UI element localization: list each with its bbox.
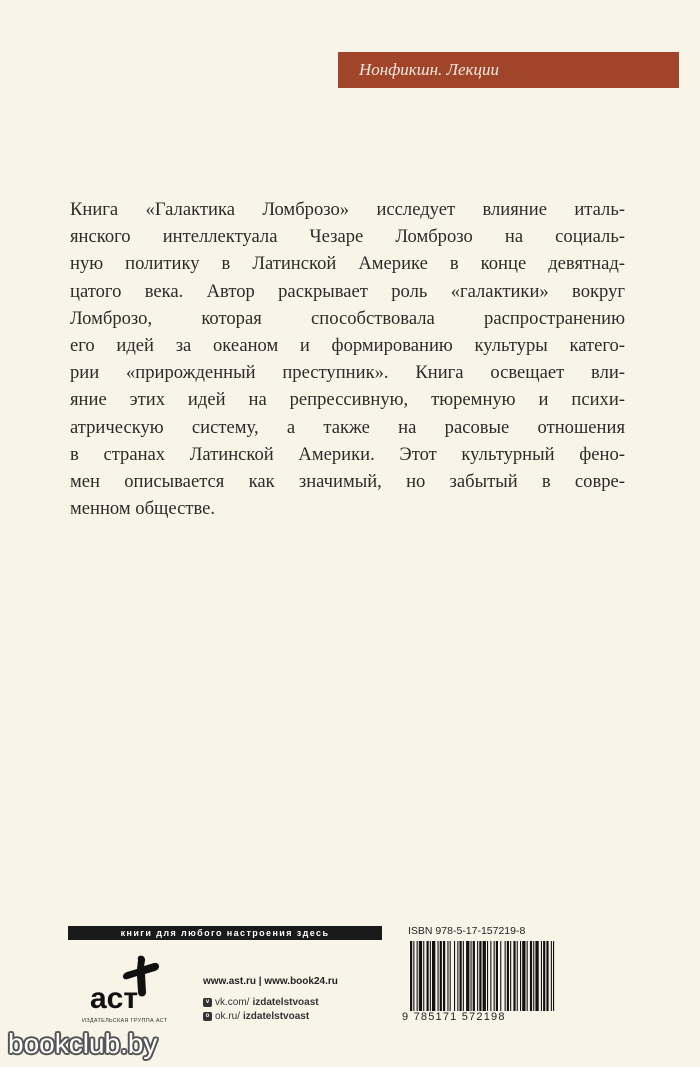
book-annotation [70,196,625,522]
barcode-bar [479,941,481,1011]
barcode-bar [460,941,462,1011]
publisher-sites[interactable]: www.ast.ru | www.book24.ru [203,976,338,987]
barcode-bar [505,941,506,1011]
barcode [408,941,558,1011]
barcode-bar [494,941,495,1011]
vk-icon: v [203,998,212,1007]
barcode-digits: 9 785171 572198 [402,1011,506,1023]
barcode-bar [517,941,518,1011]
ok-icon: o [203,1012,212,1021]
publisher-slogan: книги для любого настроения здесь [68,926,382,940]
barcode-bar [454,941,455,1011]
isbn-text: ISBN 978-5-17-157219-8 [408,925,526,937]
annotation-line: Ломброзо, которая способствовала распространению [70,307,625,329]
barcode-bar [510,941,511,1011]
barcode-bar [546,941,548,1011]
annotation-line: цатого века. Автор раскрывает роль «галактики» вокруг [70,280,625,302]
barcode-bar [410,941,412,1011]
barcode-bar [541,941,542,1011]
annotation-line: менном обществе. [70,498,216,520]
barcode-bar [447,941,448,1011]
annotation-line: в странах Латинской Америки. Этот культурный фено- [70,443,625,465]
logo-text: aст [90,982,139,1015]
barcode-bar [466,941,469,1011]
watermark: bookclub.by [8,1028,158,1059]
barcode-bar [419,941,422,1011]
annotation-line: янского интеллектуала Чезаре Ломброзо на социаль- [70,226,625,248]
barcode-bar [527,941,528,1011]
annotation-line: атрическую систему, а также на расовые отношения [70,416,625,438]
barcode-bar [440,941,442,1011]
barcode-bar [438,941,439,1011]
annotation-line: яние этих идей на репрессивную, тюремную и психи- [70,389,625,411]
barcode-bar [473,941,475,1011]
barcode-bar [413,941,414,1011]
ast-logo-icon [86,952,176,1022]
barcode-bar [423,941,424,1011]
barcode-bar [522,941,525,1011]
annotation-line: его идей за океаном и формированию культуры катего- [70,334,625,356]
barcode-bar [496,941,498,1011]
barcode-bar [500,941,501,1011]
annotation-line: Книга «Галактика Ломброзо» исследует влияние италь- [70,199,625,220]
series-label: Нонфикшн. Лекции [338,52,679,88]
barcode-bar [477,941,478,1011]
barcode-bar [530,941,532,1011]
barcode-bar [450,941,451,1011]
annotation-line: ную политику в Латинской Америке в конце девятнад- [70,253,625,275]
barcode-bar [427,941,429,1011]
barcode-bar [543,941,545,1011]
logo-caption: ИЗДАТЕЛЬСКАЯ ГРУППА АСТ [82,1018,168,1024]
social-vk[interactable] [203,997,319,1008]
barcode-bar [463,941,464,1011]
barcode-bar [483,941,486,1011]
barcode-bar [457,941,458,1011]
barcode-bar [533,941,534,1011]
social-prefix: ok.ru/ [215,1011,241,1022]
barcode-bar [520,941,521,1011]
barcode-bar [535,941,538,1011]
barcode-bar [471,941,472,1011]
social-handle: izdatelstvoast [252,997,319,1008]
barcode-bar [432,941,435,1011]
barcode-bar [513,941,515,1011]
annotation-line: мен описывается как значимый, но забытый в совре- [70,470,625,492]
barcode-bar [443,941,445,1011]
barcode-bar [507,941,509,1011]
barcode-bar [490,941,491,1011]
social-handle: izdatelstvoast [243,1011,310,1022]
barcode-bar [551,941,552,1011]
barcode-bar [417,941,418,1011]
barcode-bar [487,941,488,1011]
annotation-line: рии «прирожденный преступник». Книга освещает вли- [70,362,625,384]
barcode-bar [430,941,431,1011]
barcode-bar [553,941,554,1011]
social-ok[interactable] [203,1011,309,1022]
social-prefix: vk.com/ [215,997,250,1008]
